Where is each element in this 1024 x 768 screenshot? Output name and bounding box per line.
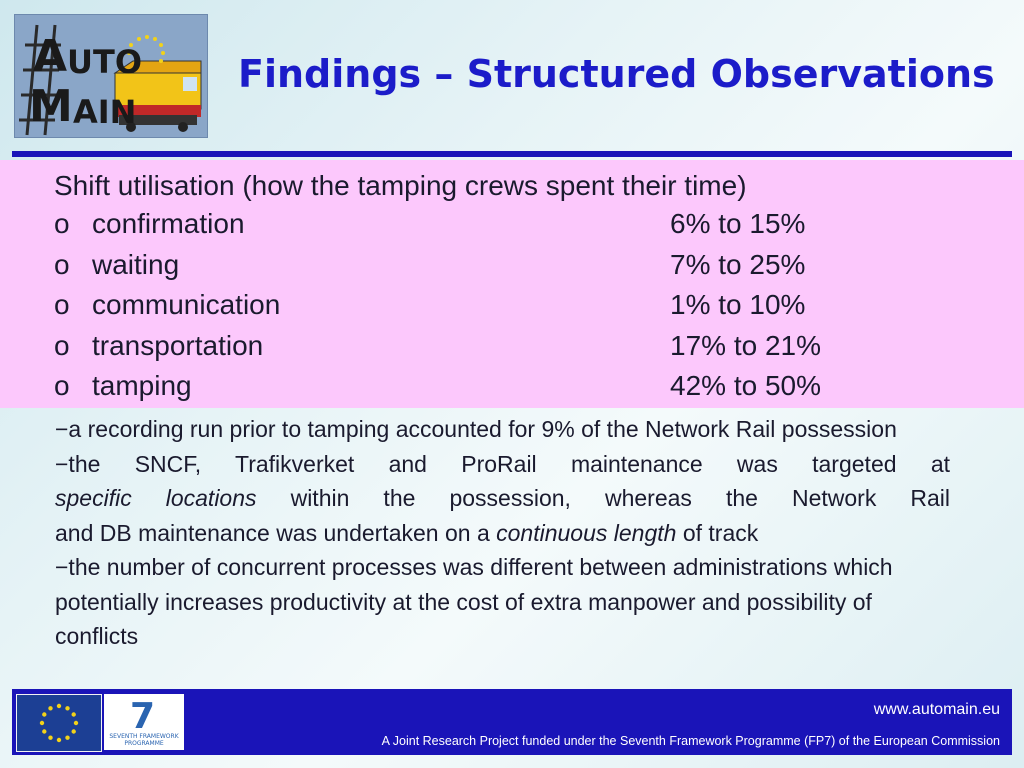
note-maintenance-line3 <box>55 516 950 551</box>
footer-funding-note: A Joint Research Project funded under the Seventh Framework Programme (FP7) of the European Commission <box>381 734 1000 748</box>
list-item <box>54 249 954 290</box>
bullet: o <box>54 289 70 320</box>
activity-label: communication <box>92 289 281 320</box>
note-maintenance-line2-text: within the possession, whereas the Network Rail <box>256 485 950 511</box>
bullet: o <box>54 248 70 280</box>
bullet: o <box>54 208 70 239</box>
activity-range: 1% to 10% <box>670 289 806 320</box>
activity-label: transportation <box>92 329 264 361</box>
fp7-number: 7 <box>130 696 156 737</box>
logo-text-uto: UTO <box>67 43 143 81</box>
list-item <box>54 208 954 249</box>
activity-label: tamping <box>92 370 192 401</box>
list-item <box>54 370 954 411</box>
emphasis-continuous-length: continuous length <box>496 519 677 546</box>
activity-range: 42% to 50% <box>670 370 821 401</box>
logo-initial-m: M <box>29 81 73 132</box>
list-item <box>54 289 954 330</box>
bullet: o <box>54 370 70 401</box>
bullet: o <box>54 329 70 361</box>
footer-bar <box>12 689 1012 755</box>
emphasis-specific-locations: specific locations <box>55 485 257 511</box>
eu-stars-graphic <box>17 695 101 751</box>
fp7-label: SEVENTH FRAMEWORK PROGRAMME <box>109 733 179 747</box>
note-maintenance-line2 <box>55 481 950 516</box>
logo-text-ain: AIN <box>73 93 137 131</box>
findings-notes <box>55 412 950 654</box>
activity-label: confirmation <box>92 208 245 239</box>
slide-title: Findings – Structured Observations <box>238 52 995 96</box>
note-maintenance-line1: −the SNCF, Trafikverket and ProRail maintenance was targeted at <box>55 450 950 477</box>
footer-url-link[interactable]: www.automain.eu <box>873 701 1000 718</box>
fp7-logo <box>104 694 184 750</box>
list-item <box>54 330 954 371</box>
note-concurrent-processes: −the number of concurrent processes was different between administrations which potentially increases productivity at the cost of extra manpower and possibility of conflicts <box>55 554 893 649</box>
automain-logo <box>14 14 208 138</box>
note-recording-run: −a recording run prior to tamping accounted for 9% of the Network Rail possession <box>55 416 897 442</box>
note-maintenance-line3-start: and DB maintenance was undertaken on a <box>55 519 497 546</box>
eu-flag-icon <box>16 694 102 752</box>
shift-utilisation-heading: Shift utilisation (how the tamping crews spent their time) <box>54 170 747 201</box>
activity-range: 7% to 25% <box>670 248 806 280</box>
logo-initial-a: A <box>33 31 68 82</box>
note-maintenance-line3-end: of track <box>676 519 759 546</box>
title-divider <box>12 151 1012 157</box>
shift-utilisation-list <box>54 208 954 411</box>
activity-label: waiting <box>92 248 180 280</box>
activity-range: 6% to 15% <box>670 208 806 239</box>
activity-range: 17% to 21% <box>670 329 821 361</box>
